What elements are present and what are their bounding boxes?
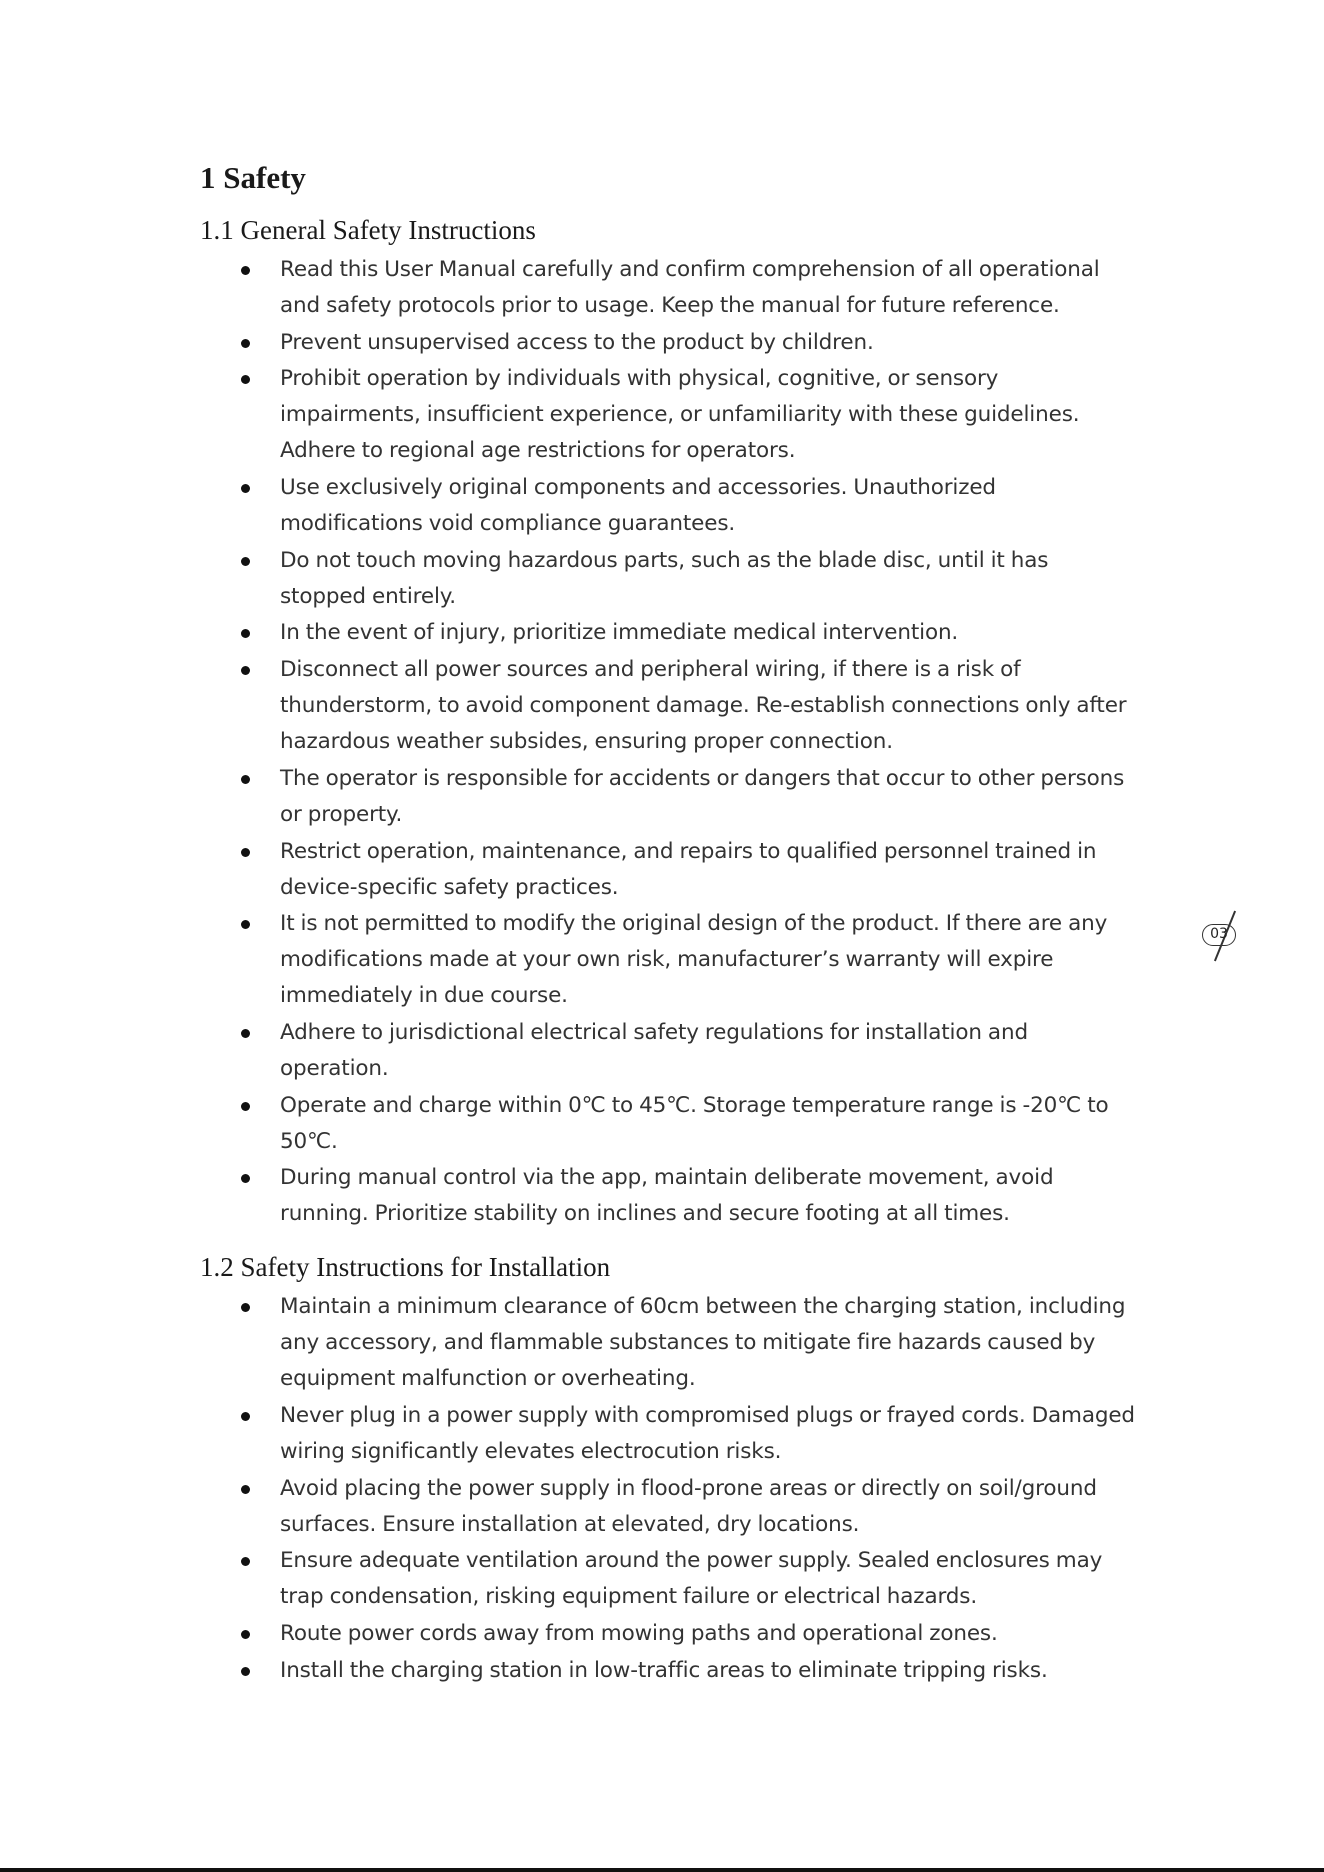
list-item-text: Do not touch moving hazardous parts, such as the blade disc, until it has stopped entirely. bbox=[280, 547, 1049, 609]
list-item bbox=[200, 543, 1140, 615]
list-item-text: Read this User Manual carefully and confirm comprehension of all operational and safety protocols prior to usage. Keep the manual for future reference. bbox=[280, 257, 1100, 318]
bullet-icon bbox=[241, 339, 250, 348]
bullet-icon bbox=[241, 484, 250, 493]
list-item-text: It is not permitted to modify the original design of the product. If there are any modifications made at your own risk, manufacturer’s warranty will expire immediately in due course. bbox=[280, 911, 1108, 1009]
list-item bbox=[200, 652, 1140, 760]
list-item bbox=[200, 1543, 1140, 1615]
list-item bbox=[200, 470, 1140, 542]
list-item bbox=[200, 252, 1140, 324]
list-item-text: Never plug in a power supply with compromised plugs or frayed cords. Damaged wiring significantly elevates electrocution risks. bbox=[280, 1402, 1135, 1464]
list-item bbox=[200, 834, 1140, 906]
list-item-text: In the event of injury, prioritize immediate medical intervention. bbox=[280, 620, 959, 646]
section-title-general-safety: 1.1 General Safety Instructions bbox=[200, 215, 536, 245]
list-item-text: Disconnect all power sources and peripheral wiring, if there is a risk of thunderstorm, to avoid component damage. Re-establish connections only after hazardous weather subsides, ensuring proper connection. bbox=[280, 657, 1127, 755]
list-item bbox=[200, 1471, 1140, 1543]
list-item bbox=[200, 615, 1140, 651]
list-item bbox=[200, 1015, 1140, 1087]
list-item bbox=[200, 1088, 1140, 1160]
list-item bbox=[200, 1653, 1140, 1689]
list-item bbox=[200, 1289, 1140, 1397]
list-item bbox=[200, 1398, 1140, 1470]
section-title-installation-safety: 1.2 Safety Instructions for Installation bbox=[200, 1252, 611, 1283]
list-item bbox=[200, 761, 1140, 833]
page-number: 03 bbox=[1202, 924, 1236, 946]
list-item-text: Avoid placing the power supply in flood-prone areas or directly on soil/ground surfaces. Ensure installation at elevated, dry locations. bbox=[280, 1475, 1097, 1537]
list-item-text: Restrict operation, maintenance, and repairs to qualified personnel trained in device-specific safety practices. bbox=[280, 838, 1097, 900]
bullet-icon bbox=[241, 629, 250, 638]
list-item-text: Operate and charge within 0℃ to 45℃. Storage temperature range is -20℃ to 50℃. bbox=[280, 1092, 1109, 1154]
list-item bbox=[200, 325, 1140, 361]
bullet-icon bbox=[241, 1630, 250, 1639]
list-item-text: Install the charging station in low-traffic areas to eliminate tripping risks. bbox=[280, 1657, 1048, 1683]
list-item-text: During manual control via the app, maintain deliberate movement, avoid running. Prioritize stability on inclines and secure footing at all times. bbox=[280, 1165, 1054, 1227]
list-item bbox=[200, 906, 1140, 1014]
page-content bbox=[200, 160, 1140, 1689]
bullet-icon bbox=[241, 666, 250, 675]
list-item-text: The operator is responsible for accidents or dangers that occur to other persons or property. bbox=[280, 765, 1125, 827]
bullet-icon bbox=[241, 848, 250, 857]
bullet-icon bbox=[241, 375, 250, 384]
list-item-text: Maintain a minimum clearance of 60cm between the charging station, including any accessory, and flammable substances to mitigate fire hazards caused by equipment malfunction or overheating. bbox=[280, 1294, 1126, 1392]
list-item-text: Prevent unsupervised access to the product by children. bbox=[280, 329, 874, 355]
list-item-text: Prohibit operation by individuals with physical, cognitive, or sensory impairments, insufficient experience, or unfamiliarity with these guidelines. Adhere to regional age restrictions for operators. bbox=[280, 366, 1080, 464]
list-item-text: Route power cords away from mowing paths and operational zones. bbox=[280, 1621, 998, 1646]
installation-safety-list bbox=[200, 1289, 1140, 1688]
list-item bbox=[200, 361, 1140, 469]
bullet-icon bbox=[241, 266, 250, 275]
list-item-text: Adhere to jurisdictional electrical safety regulations for installation and operation. bbox=[280, 1019, 1028, 1081]
page-number-badge bbox=[1198, 906, 1254, 962]
bullet-icon bbox=[241, 1174, 250, 1183]
bullet-icon bbox=[241, 775, 250, 784]
bullet-icon bbox=[241, 1485, 250, 1494]
bullet-icon bbox=[241, 1557, 250, 1566]
bullet-icon bbox=[241, 1029, 250, 1038]
bullet-icon bbox=[241, 1303, 250, 1312]
list-item bbox=[200, 1160, 1140, 1232]
list-item-text: Use exclusively original components and accessories. Unauthorized modifications void compliance guarantees. bbox=[280, 475, 996, 537]
bottom-divider bbox=[0, 1868, 1324, 1872]
bullet-icon bbox=[241, 920, 250, 929]
list-item-text: Ensure adequate ventilation around the power supply. Sealed enclosures may trap condensation, risking equipment failure or electrical hazards. bbox=[280, 1548, 1103, 1610]
bullet-icon bbox=[241, 557, 250, 566]
list-item bbox=[200, 1616, 1140, 1652]
bullet-icon bbox=[241, 1667, 250, 1676]
chapter-title: 1 Safety bbox=[200, 160, 306, 195]
bullet-icon bbox=[241, 1102, 250, 1111]
general-safety-list bbox=[200, 252, 1140, 1232]
bullet-icon bbox=[241, 1412, 250, 1421]
